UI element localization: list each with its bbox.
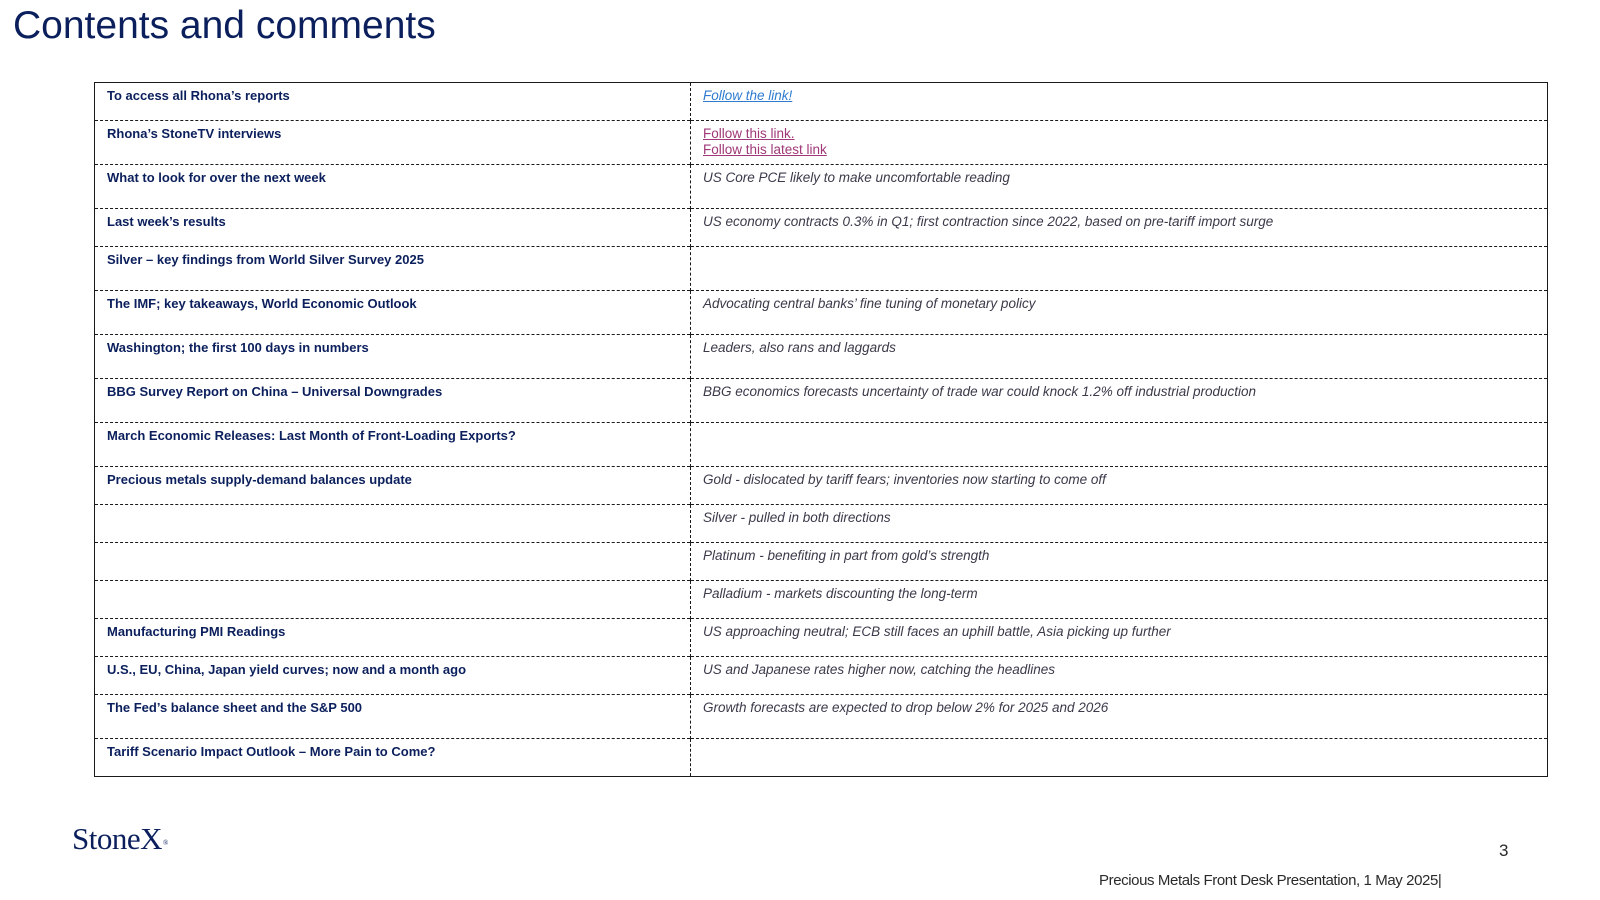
topic-cell: Tariff Scenario Impact Outlook – More Pain to Come? <box>95 739 691 777</box>
footer-caption: Precious Metals Front Desk Presentation, 1 May 2025| <box>1099 872 1442 889</box>
topic-cell: Washington; the first 100 days in numbers <box>95 335 691 379</box>
stonetv-link[interactable]: Follow this link. <box>703 126 795 141</box>
registered-mark: ® <box>163 839 168 847</box>
contents-table <box>94 82 1548 777</box>
comment-cell: US economy contracts 0.3% in Q1; first contraction since 2022, based on pre-tariff import surge <box>691 209 1548 247</box>
table-row <box>95 291 1548 335</box>
topic-cell: March Economic Releases: Last Month of Front-Loading Exports? <box>95 423 691 467</box>
topic-cell: Rhona’s StoneTV interviews <box>95 121 691 165</box>
page-title: Contents and comments <box>13 4 436 47</box>
table-row <box>95 165 1548 209</box>
topic-cell <box>95 543 691 581</box>
topic-cell: The IMF; key takeaways, World Economic Outlook <box>95 291 691 335</box>
comment-cell: Palladium - markets discounting the long-term <box>691 581 1548 619</box>
comment-cell: BBG economics forecasts uncertainty of trade war could knock 1.2% off industrial production <box>691 379 1548 423</box>
topic-cell: BBG Survey Report on China – Universal Downgrades <box>95 379 691 423</box>
table-row <box>95 121 1548 165</box>
topic-cell <box>95 505 691 543</box>
comment-cell: US approaching neutral; ECB still faces an uphill battle, Asia picking up further <box>691 619 1548 657</box>
topic-cell: Last week’s results <box>95 209 691 247</box>
table-row <box>95 379 1548 423</box>
topic-cell: To access all Rhona’s reports <box>95 83 691 121</box>
comment-cell <box>691 121 1548 165</box>
table-row <box>95 505 1548 543</box>
table-row <box>95 657 1548 695</box>
topic-cell: U.S., EU, China, Japan yield curves; now and a month ago <box>95 657 691 695</box>
comment-cell: Silver - pulled in both directions <box>691 505 1548 543</box>
table-row <box>95 423 1548 467</box>
table-row <box>95 335 1548 379</box>
stonex-logo <box>72 822 168 856</box>
topic-cell: Silver – key findings from World Silver Survey 2025 <box>95 247 691 291</box>
logo-wordmark: StoneX <box>72 821 162 856</box>
table-row <box>95 247 1548 291</box>
stonetv-latest-link[interactable]: Follow this latest link <box>703 142 827 157</box>
comment-cell: US Core PCE likely to make uncomfortable reading <box>691 165 1548 209</box>
page-number: 3 <box>1499 841 1509 860</box>
table-row <box>95 619 1548 657</box>
comment-cell: Advocating central banks’ fine tuning of monetary policy <box>691 291 1548 335</box>
comment-cell: Gold - dislocated by tariff fears; inventories now starting to come off <box>691 467 1548 505</box>
comment-cell: Growth forecasts are expected to drop below 2% for 2025 and 2026 <box>691 695 1548 739</box>
comment-cell <box>691 423 1548 467</box>
table-row <box>95 83 1548 121</box>
topic-cell: The Fed’s balance sheet and the S&P 500 <box>95 695 691 739</box>
table-row <box>95 467 1548 505</box>
comment-cell <box>691 247 1548 291</box>
topic-cell: Precious metals supply-demand balances update <box>95 467 691 505</box>
topic-cell: Manufacturing PMI Readings <box>95 619 691 657</box>
topic-cell: What to look for over the next week <box>95 165 691 209</box>
table-row <box>95 739 1548 777</box>
comment-cell: Platinum - benefiting in part from gold’s strength <box>691 543 1548 581</box>
reports-link[interactable]: Follow the link! <box>703 88 793 103</box>
table-row <box>95 543 1548 581</box>
comment-cell: Leaders, also rans and laggards <box>691 335 1548 379</box>
table-row <box>95 209 1548 247</box>
comment-cell <box>691 739 1548 777</box>
table-row <box>95 581 1548 619</box>
comment-cell <box>691 83 1548 121</box>
comment-cell: US and Japanese rates higher now, catching the headlines <box>691 657 1548 695</box>
topic-cell <box>95 581 691 619</box>
table-row <box>95 695 1548 739</box>
